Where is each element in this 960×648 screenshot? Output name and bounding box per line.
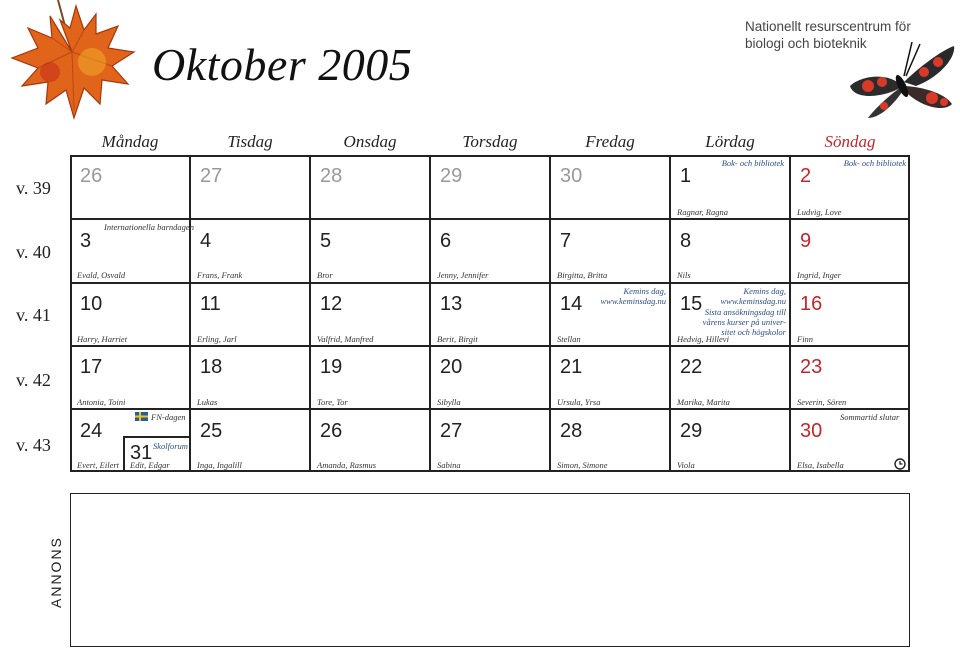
- ad-box: [70, 493, 910, 647]
- day-number: 10: [80, 293, 103, 315]
- day-number: 19: [320, 356, 343, 378]
- weekday-wednesday: Onsdag: [343, 132, 397, 151]
- column-divider: [789, 155, 791, 472]
- weekday-friday: Fredag: [585, 132, 635, 151]
- name-day: Jenny, Jennifer: [437, 270, 489, 280]
- name-day: Antonia, Toini: [77, 397, 126, 407]
- name-day: Ingrid, Inger: [797, 270, 841, 280]
- weekday-thursday: Torsdag: [462, 132, 518, 151]
- name-day: Sibylla: [437, 397, 461, 407]
- event-bok-bibliotek: Bok- och bibliotek: [721, 158, 784, 168]
- day-number: 6: [440, 230, 452, 252]
- event-kemins-dag-line: Kemins dag,: [743, 286, 786, 296]
- name-day: Amanda, Rasmus: [317, 460, 377, 470]
- name-day: Finn: [797, 334, 814, 344]
- name-day: Bror: [317, 270, 333, 280]
- event-kemins-dag: [700, 286, 786, 306]
- day-number: 11: [200, 293, 221, 315]
- maple-leaf-icon: [0, 0, 145, 128]
- row-divider: [70, 345, 910, 347]
- day-number: 4: [200, 230, 212, 252]
- name-day: Viola: [677, 460, 695, 470]
- name-day: Erling, Jarl: [197, 334, 237, 344]
- swedish-flag-icon: [135, 412, 148, 421]
- day-number: 27: [200, 165, 223, 187]
- name-day: Ludvig, Love: [797, 207, 842, 217]
- day-number: 24: [80, 420, 103, 442]
- weekday-monday: Måndag: [101, 132, 159, 151]
- day-number: 28: [320, 165, 343, 187]
- day-number: 27: [440, 420, 463, 442]
- event-fn-dagen: FN-dagen: [151, 412, 186, 422]
- day-number: 7: [560, 230, 572, 252]
- day-number: 29: [440, 165, 463, 187]
- day-number: 12: [320, 293, 343, 315]
- weekday-tuesday: Tisdag: [227, 132, 273, 151]
- organization-line-2: biologi och bioteknik: [745, 36, 867, 51]
- weekday-sunday: Söndag: [824, 132, 876, 151]
- name-day: Harry, Harriet: [77, 334, 128, 344]
- name-day: Sabina: [437, 460, 461, 470]
- day-number: 23: [800, 356, 823, 378]
- name-day: Ursula, Yrsa: [557, 397, 601, 407]
- week-label: v. 43: [16, 435, 51, 455]
- column-divider: [549, 155, 551, 472]
- week-label: v. 39: [16, 178, 51, 198]
- clock-icon: [894, 458, 906, 470]
- day-number: 26: [80, 165, 103, 187]
- day-number: 20: [440, 356, 463, 378]
- day-number: 25: [200, 420, 223, 442]
- event-ansokningsdag-line: sitet och högskolor: [721, 327, 786, 337]
- event-ansokningsdag-line: vårens kurser på univer-: [702, 317, 786, 327]
- week-label: v. 42: [16, 370, 51, 390]
- name-day: Edit, Edgar: [130, 460, 170, 470]
- event-kemins-dag-url: www.keminsdag.nu: [600, 296, 666, 306]
- weekday-saturday: Lördag: [705, 132, 755, 151]
- day-number: 3: [80, 230, 92, 252]
- event-kemins-dag: [580, 286, 666, 306]
- name-day: Tore, Tor: [317, 397, 348, 407]
- event-barndagen: Internationella barndagen: [104, 222, 194, 232]
- burnet-moth-icon: [846, 42, 958, 122]
- name-day: Evert, Eilert: [77, 460, 120, 470]
- column-divider: [429, 155, 431, 472]
- day-number: 21: [560, 356, 583, 378]
- day-number: 22: [680, 356, 703, 378]
- name-day: Ragnar, Ragna: [677, 207, 728, 217]
- day-number: 9: [800, 230, 812, 252]
- name-day: Elsa, Isabella: [797, 460, 844, 470]
- day-number: 5: [320, 230, 332, 252]
- column-divider: [189, 155, 191, 472]
- row-divider: [70, 282, 910, 284]
- day-number: 13: [440, 293, 463, 315]
- day-number: 8: [680, 230, 692, 252]
- event-skolforum: Skolforum: [153, 441, 188, 451]
- day-number: 2: [800, 165, 812, 187]
- row-divider: [70, 408, 910, 410]
- day-number: 30: [560, 165, 583, 187]
- name-day: Nils: [677, 270, 691, 280]
- name-day: Simon, Simone: [557, 460, 608, 470]
- event-ansokningsdag: [690, 307, 786, 337]
- day-number: 15: [680, 293, 703, 315]
- event-kemins-dag-line: Kemins dag,: [623, 286, 666, 296]
- event-bok-bibliotek: Bok- och bibliotek: [843, 158, 906, 168]
- event-ansokningsdag-line: Sista ansökningsdag till: [704, 307, 786, 317]
- day-number-31: 31: [130, 442, 153, 464]
- day-number: 29: [680, 420, 703, 442]
- day-number: 26: [320, 420, 343, 442]
- day-number: 1: [680, 165, 692, 187]
- name-day: Severin, Sören: [797, 397, 847, 407]
- day-number: 28: [560, 420, 583, 442]
- name-day: Lukas: [197, 397, 218, 407]
- name-day: Birgitta, Britta: [557, 270, 608, 280]
- name-day: Frans, Frank: [197, 270, 243, 280]
- row-divider: [70, 218, 910, 220]
- event-sommartid: Sommartid slutar: [840, 412, 900, 422]
- name-day: Marika, Marita: [677, 397, 730, 407]
- name-day: Berit, Birgit: [437, 334, 478, 344]
- name-day: Hedvig, Hillevi: [677, 334, 729, 344]
- week-label: v. 40: [16, 242, 51, 262]
- column-divider: [669, 155, 671, 472]
- day-number: 14: [560, 293, 583, 315]
- week-label: v. 41: [16, 305, 51, 325]
- name-day: Valfrid, Manfred: [317, 334, 374, 344]
- name-day: Evald, Osvald: [77, 270, 126, 280]
- day-number: 18: [200, 356, 223, 378]
- event-kemins-dag-url: www.keminsdag.nu: [720, 296, 786, 306]
- page-title: Oktober 2005: [152, 39, 413, 90]
- name-day: Inga, Ingalill: [197, 460, 242, 470]
- column-divider: [309, 155, 311, 472]
- organization-line-1: Nationellt resurscentrum för: [745, 19, 911, 34]
- day-number: 30: [800, 420, 823, 442]
- ad-label: ANNONS: [48, 536, 64, 608]
- day-number: 16: [800, 293, 823, 315]
- name-day: Stellan: [557, 334, 581, 344]
- day-number: 17: [80, 356, 103, 378]
